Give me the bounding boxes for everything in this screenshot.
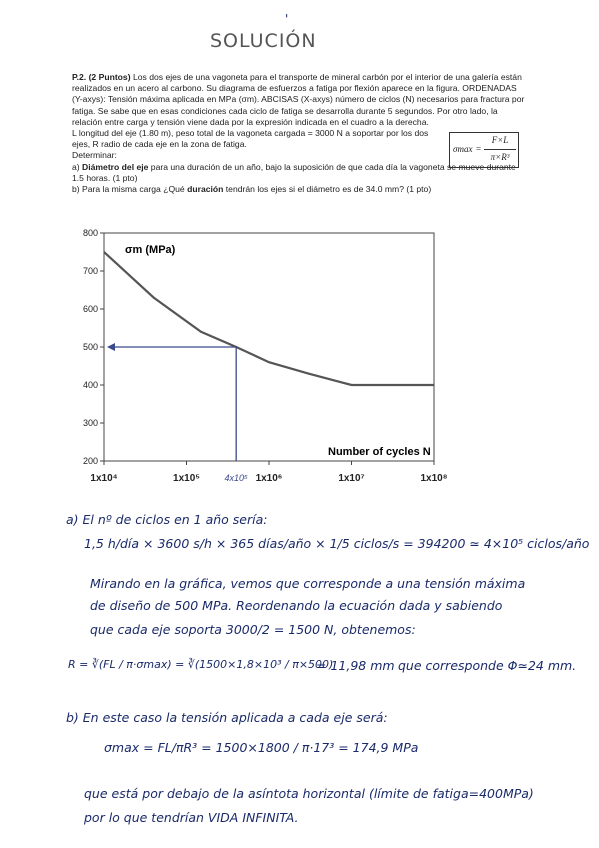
problem-intro: Los dos ejes de una vagoneta para el transporte de mineral carbón por el interior de una galería están realizados en un acero al carbono. Su diagrama de esfuerzos a fatiga por flexión aparece en la figura. ORDENADAS (Y-axys): Tensión máxima aplicada en MPa (σm). ABCISAS (X-axys) número de ciclos (N) necesarios para fractura por fatiga. Se sabe que en esas condiciones cada ciclo de fatiga se desarrolla durante 5 segundos. Por otro lado, la relación entre carga y tensión viene dada por la expresión indicada en el cuadro a la derecha. [72,72,525,127]
y-axis-label: σm (MPa) [125,244,176,256]
y-tick-label: 400 [82,380,98,390]
x-axis-label: Number of cycles N [328,446,431,458]
arrow-head-icon [107,343,115,351]
formula-box [449,132,519,168]
solution-a-line4: de diseño de 500 MPa. Reordenando la ecuación dada y sabiendo [90,598,503,613]
solution-a-line3: Mirando en la gráfica, vemos que corresponde a una tensión máxima [90,576,526,591]
solution-b-line1: b) En este caso la tensión aplicada a cada eje será: [66,710,388,725]
x-tick-label: 1x10⁶ [255,473,283,484]
part-b-prefix: b) Para la misma carga ¿Qué [72,184,188,195]
solution-b-line4: por lo que tendrían VIDA INFINITA. [84,810,299,825]
x-tick-label: 1x10⁵ [173,473,200,484]
solution-a-result: = 11,98 mm [316,658,395,673]
formula-eq: = [476,144,482,154]
y-tick-label: 300 [82,418,98,428]
part-b-rest: tendrán los ejes si el diámetro es de 34.0 mm? (1 pto) [223,184,432,195]
series-line [104,252,434,385]
part-a-rest: para una duración de un año, bajo la suposición de que cada día la vagoneta se mueve durante 1.5 horas. (1 pto) [72,161,516,183]
y-tick-label: 200 [82,456,98,466]
problem-definitions: L longitud del eje (1.80 m), peso total de la vagoneta cargada = 3000 N a soportar por los dos ejes, R radio de cada eje en la zona de fatiga. [72,128,429,150]
solution-b-line3: que está por debajo de la asíntota horizontal (límite de fatiga=400MPa) [84,786,534,801]
problem-determine: Determinar: [72,150,117,161]
y-tick-label: 800 [82,228,98,238]
x-tick-label: 1x10⁷ [338,473,365,484]
solution-a-line1: a) El nº de ciclos en 1 año sería: [66,512,268,527]
annotation-label: 4x10⁵ [224,473,248,483]
fatigue-chart [70,225,460,495]
part-a-prefix: a) [72,161,83,172]
x-tick-label: 1x10⁸ [420,473,448,484]
solution-a-line2: 1,5 h/día × 3600 s/h × 365 días/año × 1/5 ciclos/s = 394200 ≃ 4×10⁵ ciclos/año [84,536,590,551]
y-tick-label: 700 [82,266,98,276]
page-title: SOLUCIÓN [210,30,317,52]
y-tick-label: 500 [82,342,98,352]
tick-mark: ' [285,12,289,26]
x-tick-label: 1x10⁴ [90,473,118,484]
formula-fraction-line [484,149,516,150]
part-a-bold: Diámetro del eje [82,161,149,172]
formula-lhs: σmax [453,144,473,154]
formula-denominator: π×R³ [490,152,510,162]
part-b-bold: duración [187,184,224,195]
solution-b-formula: σmax = FL/πR³ = 1500×1800 / π·17³ = 174,9 MPa [104,740,419,755]
solution-a-conclusion: que corresponde Φ≃24 mm. [398,658,577,673]
solution-a-formula: R = ∛(FL / π·σmax) = ∛(1500×1,8×10³ / π×500) [68,658,334,671]
formula-numerator: F×L [491,135,509,145]
problem-label: P.2. (2 Puntos) [72,72,131,82]
solution-a-line5: que cada eje soporta 3000/2 = 1500 N, obtenemos: [90,622,416,637]
y-tick-label: 600 [82,304,98,314]
